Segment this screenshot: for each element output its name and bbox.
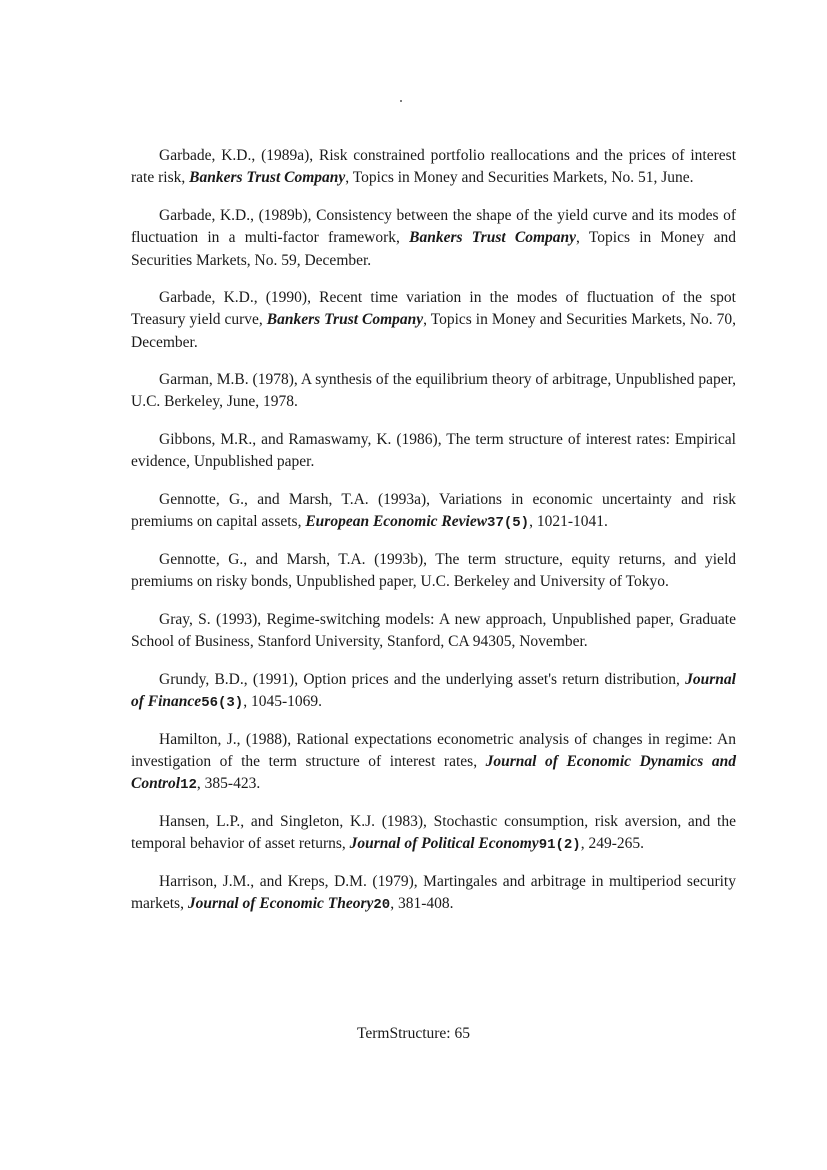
reference-text: Gray, S. (1993), Regime-switching models: A new approach, Unpublished paper, Graduate School of Business, Stanford University, Stanford, CA 94305, November. (131, 611, 736, 650)
reference-tail: , Topics in Money and Securities Markets, No. 51, June. (345, 169, 694, 186)
reference-text: Garman, M.B. (1978), A synthesis of the equilibrium theory of arbitrage, Unpublished paper, U.C. Berkeley, June, 1978. (131, 371, 736, 410)
reference-text: Garbade, K.D., (1989a), Risk constrained portfolio reallocations and the prices of interest rate risk, (131, 147, 736, 186)
reference-text: Grundy, B.D., (1991), Option prices and the underlying asset's return distribution, (159, 671, 686, 688)
reference-item (131, 429, 736, 474)
reference-item (131, 669, 736, 714)
reference-text: Gennotte, G., and Marsh, T.A. (1993b), The term structure, equity returns, and yield premiums on risky bonds, Unpublished paper, U.C. Berkeley and University of Tokyo. (131, 551, 736, 590)
reference-volume: 91(2) (538, 837, 581, 853)
reference-list (131, 145, 736, 931)
reference-item (131, 287, 736, 354)
reference-tail: , 385-423. (196, 775, 261, 792)
reference-item (131, 609, 736, 654)
reference-text: Garbade, K.D., (1990), Recent time variation in the modes of fluctuation of the spot Treasury yield curve, (131, 289, 736, 328)
reference-text: Harrison, J.M., and Kreps, D.M. (1979), Martingales and arbitrage in multiperiod security markets, (131, 873, 736, 912)
reference-item (131, 145, 736, 190)
reference-text: Hamilton, J., (1988), Rational expectations econometric analysis of changes in regime: An investigation of the term structure of interest rates, (131, 731, 736, 770)
reference-item (131, 369, 736, 414)
reference-item (131, 871, 736, 916)
reference-source: Journal of Economic Theory (187, 895, 374, 912)
reference-tail: , 381-408. (390, 895, 454, 912)
reference-source: Journal of Finance (131, 671, 736, 710)
reference-source: European Economic Review (305, 513, 488, 530)
scan-speck (400, 100, 402, 102)
reference-item (131, 205, 736, 272)
reference-tail: , 249-265. (580, 835, 644, 852)
reference-volume: 56(3) (201, 695, 244, 711)
reference-source: Bankers Trust Company (189, 169, 346, 186)
reference-volume: 37(5) (487, 515, 530, 531)
reference-source: Journal of Political Economy (349, 835, 539, 852)
reference-tail: , 1045-1069. (243, 693, 322, 710)
reference-tail: , Topics in Money and Securities Markets, No. 70, December. (131, 311, 737, 351)
reference-volume: 12 (180, 777, 197, 793)
reference-text: Gibbons, M.R., and Ramaswamy, K. (1986), The term structure of interest rates: Empirical evidence, Unpublished paper. (131, 431, 736, 470)
reference-text: Hansen, L.P., and Singleton, K.J. (1983), Stochastic consumption, risk aversion, and the temporal behavior of asset returns, (131, 813, 736, 852)
page-footer: TermStructure: 65 (357, 1025, 470, 1042)
reference-volume: 20 (373, 897, 391, 913)
reference-text: Garbade, K.D., (1989b), Consistency between the shape of the yield curve and its modes of fluctuation in a multi-factor framework, (131, 207, 736, 246)
reference-text: Gennotte, G., and Marsh, T.A. (1993a), Variations in economic uncertainty and risk premiums on capital assets, (131, 491, 736, 530)
reference-item (131, 549, 736, 594)
reference-tail: , 1021-1041. (529, 513, 608, 530)
reference-source: Bankers Trust Company (409, 229, 577, 246)
reference-item (131, 489, 736, 534)
reference-item (131, 729, 736, 796)
reference-item (131, 811, 736, 856)
reference-source: Journal of Economic Dynamics and Control (131, 753, 736, 792)
reference-source: Bankers Trust Company (266, 311, 424, 328)
reference-tail: , Topics in Money and Securities Markets, No. 59, December. (131, 229, 737, 269)
